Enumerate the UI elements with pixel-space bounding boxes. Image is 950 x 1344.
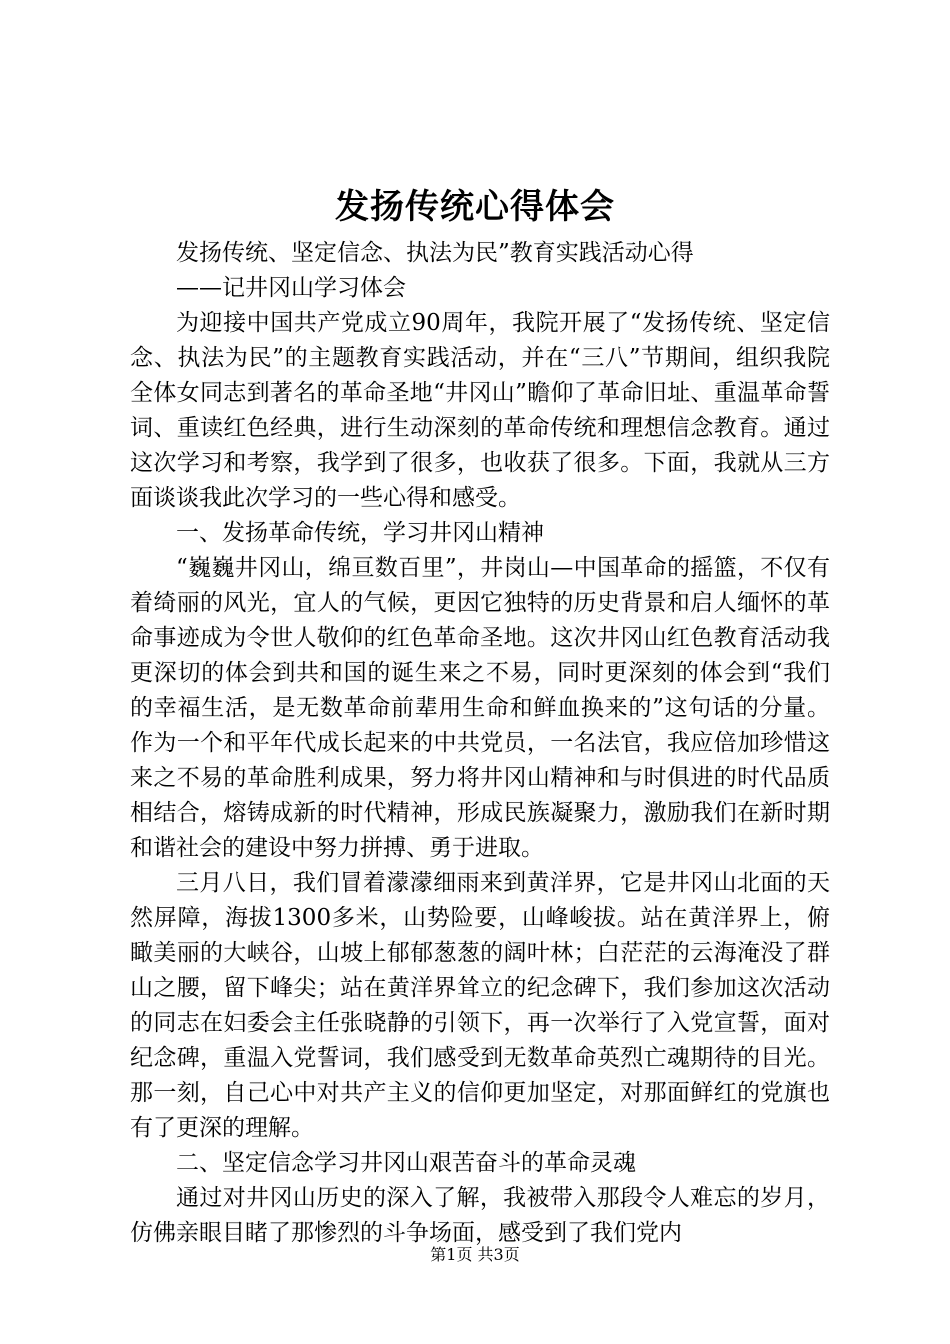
paragraph-history: 通过对井冈山历史的深入了解，我被带入那段令人难忘的岁月，仿佛亲眼目睹了那惨烈的斗争场面，感受到了我们党内	[130, 1185, 830, 1246]
paragraph-intro: 为迎接中国共产党成立90周年，我院开展了“发扬传统、坚定信念、执法为民”的主题教育实践活动，并在“三八”节期间，组织我院全体女同志到著名的革命圣地“井冈山”瞻仰了革命旧址、重温革命誓词、重读红色经典，进行生动深刻的革命传统和理想信念教育。通过这次学习和考察，我学到了很多，也收获了很多。下面，我就从三方面谈谈我此次学习的一些心得和感受。	[130, 310, 830, 511]
section-heading-1: 一、发扬革命传统，学习井冈山精神	[176, 520, 544, 546]
page-footer: 第1页 共3页	[430, 1245, 520, 1264]
section-heading-2: 二、坚定信念学习井冈山艰苦奋斗的革命灵魂	[176, 1150, 636, 1176]
subtitle-line-2: ——记井冈山学习体会	[176, 275, 406, 301]
document-body	[130, 236, 830, 1251]
paragraph-huangyangjie: 三月八日，我们冒着濛濛细雨来到黄洋界，它是井冈山北面的天然屏障，海拔1300多米，山势险要，山峰峻拔。站在黄洋界上，俯瞰美丽的大峡谷，山坡上郁郁葱葱的阔叶林；白茫茫的云海淹没了群山之腰，留下峰尖；站在黄洋界耸立的纪念碑下，我们参加这次活动的同志在妇委会主任张晓静的引领下，再一次举行了入党宣誓，面对纪念碑，重温入党誓词，我们感受到无数革命英烈亡魂期待的目光。那一刻，自己心中对共产主义的信仰更加坚定，对那面鲜红的党旗也有了更深的理解。	[130, 870, 830, 1141]
document-title: 发扬传统心得体会	[335, 187, 615, 227]
paragraph-jinggangshan: “巍巍井冈山，绵亘数百里”，井岗山—中国革命的摇篮，不仅有着绮丽的风光，宜人的气候，更因它独特的历史背景和启人缅怀的革命事迹成为令世人敬仰的红色革命圣地。这次井冈山红色教育活动我更深切的体会到共和国的诞生来之不易，同时更深刻的体会到“我们的幸福生活，是无数革命前辈用生命和鲜血换来的”这句话的分量。作为一个和平年代成长起来的中共党员，一名法官，我应倍加珍惜这来之不易的革命胜利成果，努力将井冈山精神和与时俱进的时代品质相结合，熔铸成新的时代精神，形成民族凝聚力，激励我们在新时期和谐社会的建设中努力拼搏、勇于进取。	[130, 555, 830, 861]
subtitle-line: 发扬传统、坚定信念、执法为民”教育实践活动心得	[176, 240, 694, 266]
